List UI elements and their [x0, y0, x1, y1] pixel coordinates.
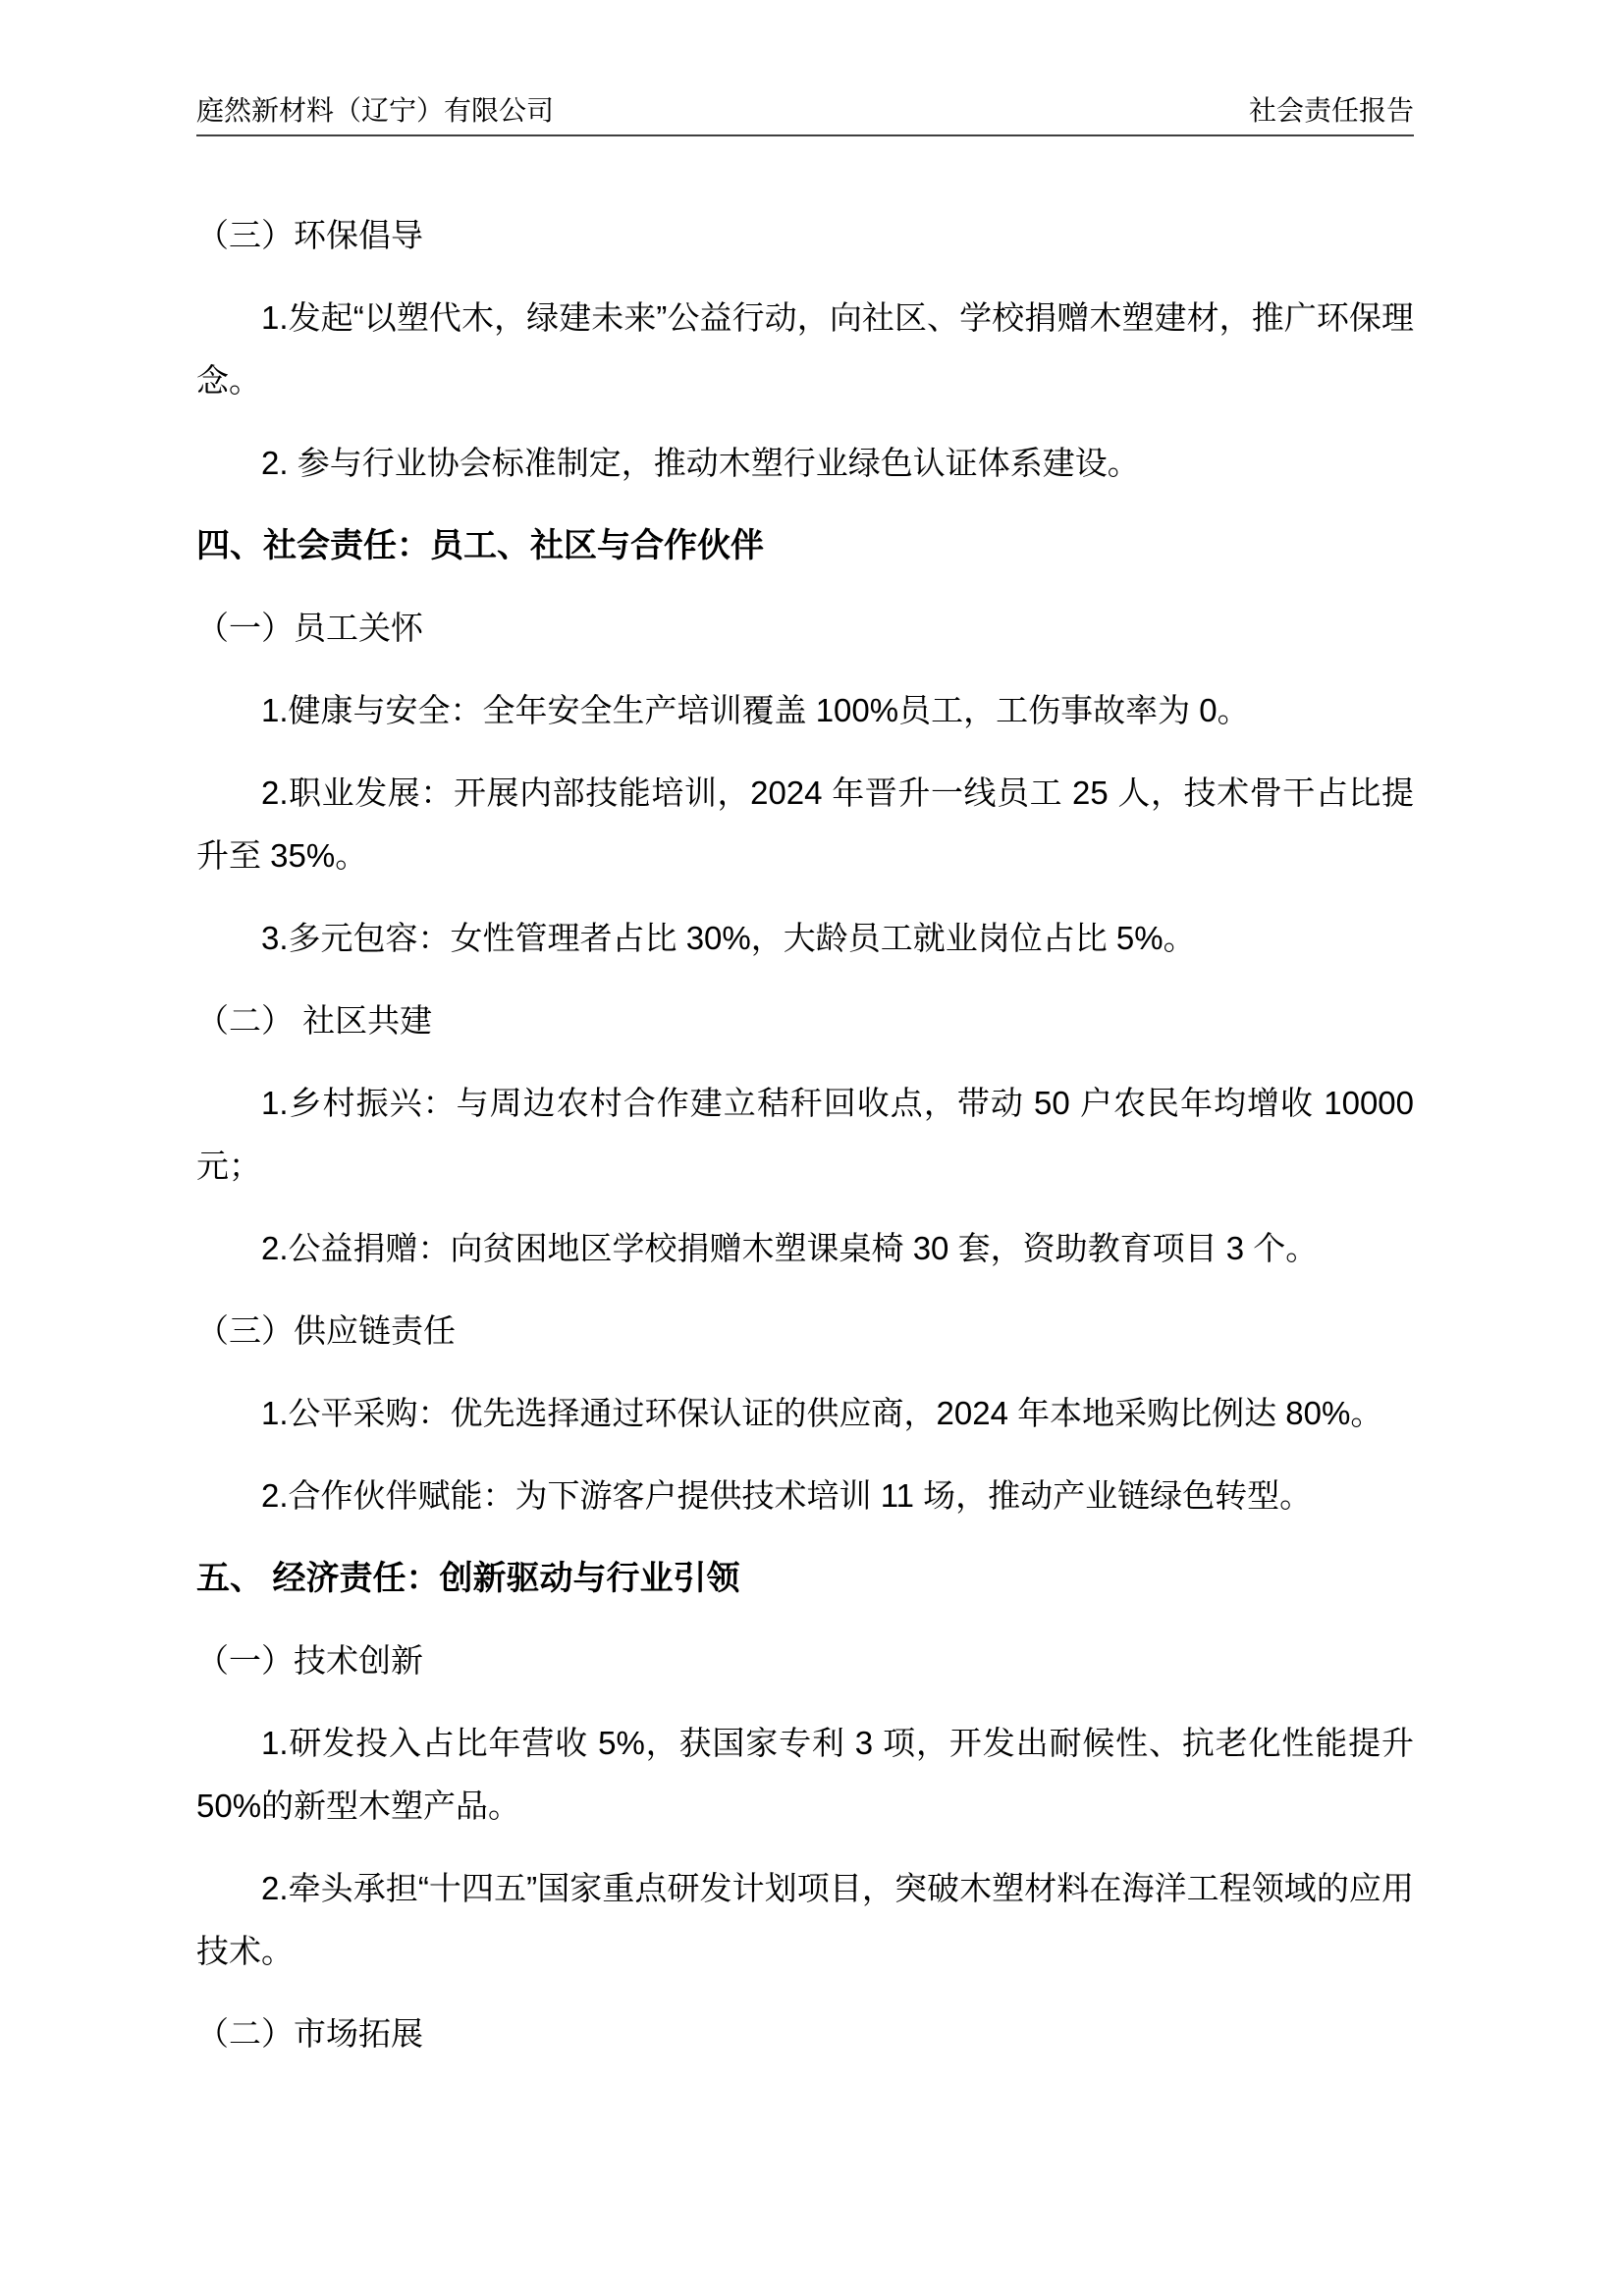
header-doc-title: 社会责任报告: [1248, 96, 1414, 127]
paragraph: 1.乡村振兴：与周边农村合作建立秸秆回收点，带动 50 户农民年均增收 10000 元；: [196, 1085, 1414, 1184]
section-heading: 五、 经济责任：创新驱动与行业引领: [196, 1560, 740, 1597]
paragraph: 2. 参与行业协会标准制定，推动木塑行业绿色认证体系建设。: [261, 445, 1140, 481]
paragraph: 3.多元包容：女性管理者占比 30%，大龄员工就业岗位占比 5%。: [261, 920, 1196, 956]
paragraph: 2.职业发展：开展内部技能培训，2024 年晋升一线员工 25 人，技术骨干占比提升至 35%。: [196, 774, 1414, 874]
section-heading: 四、社会责任：员工、社区与合作伙伴: [196, 527, 764, 564]
subsection-heading: （三）环保倡导: [196, 217, 423, 253]
paragraph: 2.合作伙伴赋能：为下游客户提供技术培训 11 场，推动产业链绿色转型。: [261, 1477, 1313, 1514]
subsection-heading: （二）市场拓展: [196, 2015, 423, 2052]
paragraph: 1.研发投入占比年营收 5%，获国家专利 3 项，开发出耐候性、抗老化性能提升 50%的新型木塑产品。: [196, 1725, 1414, 1824]
subsection-heading: （一）员工关怀: [196, 610, 423, 646]
paragraph: 1.健康与安全：全年安全生产培训覆盖 100%员工，工伤事故率为 0。: [261, 692, 1250, 728]
subsection-heading: （二） 社区共建: [196, 1002, 433, 1039]
paragraph: 2.牵头承担“十四五”国家重点研发计划项目，突破木塑材料在海洋工程领域的应用技术。: [196, 1870, 1414, 1969]
document-body: [196, 204, 1414, 2065]
subsection-heading: （三）供应链责任: [196, 1312, 456, 1349]
page-header: [196, 0, 1414, 136]
paragraph: 2.公益捐赠：向贫困地区学校捐赠木塑课桌椅 30 套，资助教育项目 3 个。: [261, 1230, 1319, 1266]
paragraph: 1.公平采购：优先选择通过环保认证的供应商，2024 年本地采购比例达 80%。: [261, 1395, 1383, 1431]
subsection-heading: （一）技术创新: [196, 1642, 423, 1679]
paragraph: 1.发起“以塑代木，绿建未来”公益行动，向社区、学校捐赠木塑建材，推广环保理念。: [196, 299, 1414, 399]
header-company-name: 庭然新材料（辽宁）有限公司: [196, 96, 555, 127]
